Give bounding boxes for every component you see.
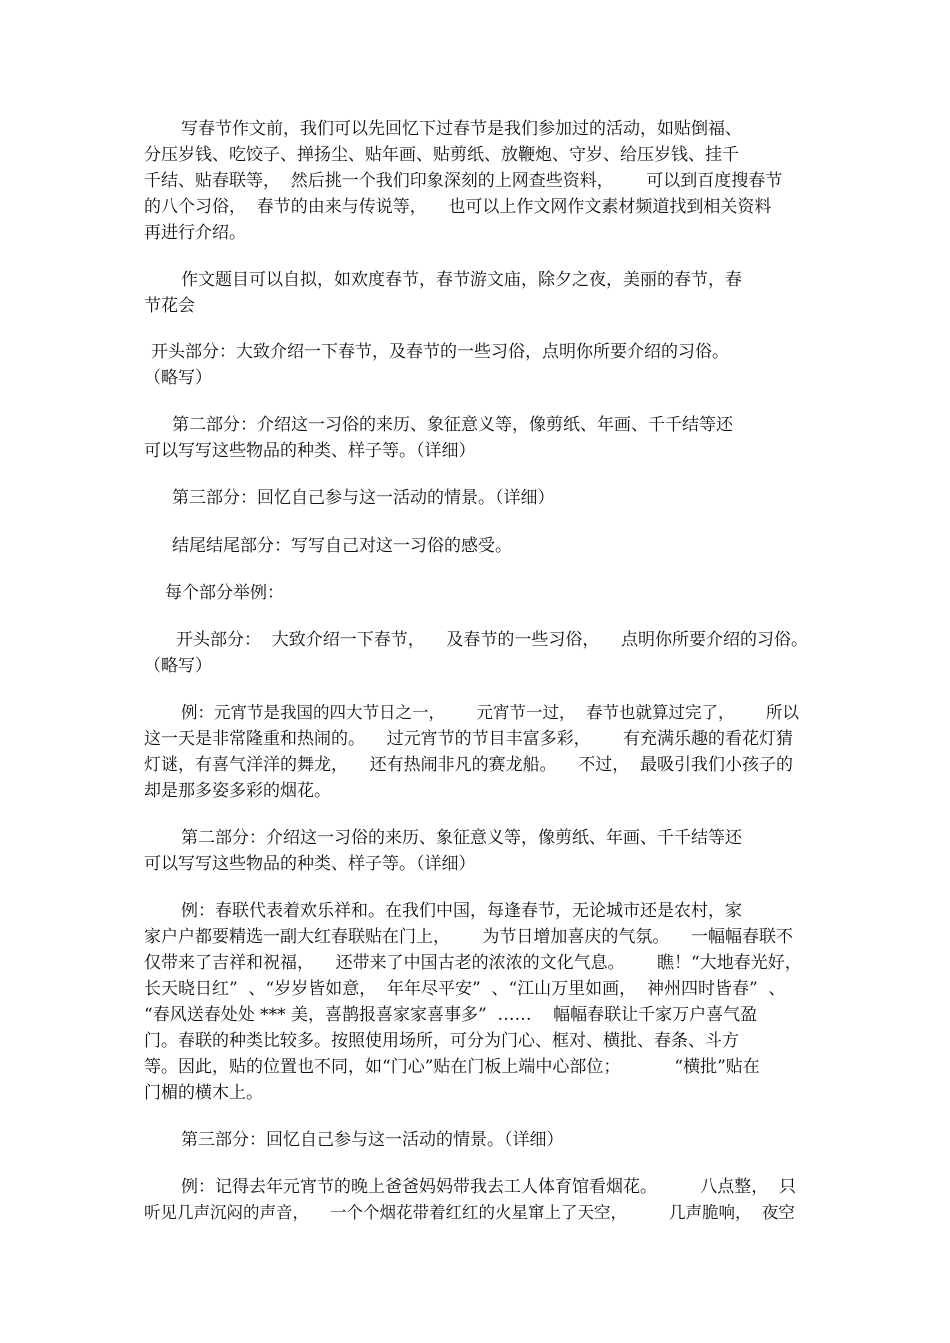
text-line: 家户户都要精选一副大红春联贴在门上， 为节日增加喜庆的气氛。 一幅幅春联不 — [144, 927, 794, 947]
text-line: 千结、贴春联等， 然后挑一个我们印象深刻的上网查些资料， 可以到百度搜春节 — [144, 171, 783, 191]
text-line: （略写） — [144, 368, 212, 388]
text-line: 可以写写这些物品的种类、样子等。（详细） — [144, 441, 476, 461]
text-line: 长天晓日红” 、“岁岁皆如意， 年年尽平安” 、“江山万里如画， 神州四时皆春” 、 — [144, 979, 786, 999]
text-line: 再进行介绍。 — [144, 223, 246, 243]
text-line: 门楣的横木上。 — [144, 1083, 263, 1103]
text-line: 每个部分举例： — [165, 583, 284, 603]
text-line: 例：记得去年元宵节的晚上爸爸妈妈带我去工人体育馆看烟花。 八点整， 只 — [181, 1177, 797, 1197]
text-line: 结尾结尾部分：写写自己对这一习俗的感受。 — [172, 536, 512, 556]
text-line: 例：元宵节是我国的四大节日之一， 元宵节一过， 春节也就算过完了， 所以 — [181, 703, 799, 722]
text-line: 开头部分：大致介绍一下春节，及春节的一些习俗，点明你所要介绍的习俗。 — [151, 342, 729, 362]
text-line: 门。春联的种类比较多。按照使用场所，可分为门心、框对、横批、春条、斗方 — [144, 1031, 739, 1051]
text-line: 第三部分：回忆自己参与这一活动的情景。（详细） — [172, 488, 555, 508]
text-line: 可以写写这些物品的种类、样子等。（详细） — [144, 854, 476, 874]
text-line: 第三部分：回忆自己参与这一活动的情景。（详细） — [181, 1130, 564, 1150]
text-line: 例：春联代表着欢乐祥和。在我们中国，每逢春节，无论城市还是农村，家 — [181, 901, 742, 921]
text-line: 第二部分：介绍这一习俗的来历、象征意义等，像剪纸、年画、千千结等还 — [181, 828, 742, 848]
text-line: 却是那多姿多彩的烟花。 — [144, 781, 331, 801]
text-line: 分压岁钱、吃饺子、掸扬尘、贴年画、贴剪纸、放鞭炮、守岁、给压岁钱、挂千 — [144, 145, 739, 165]
text-line: 这一天是非常隆重和热闹的。 过元宵节的节目丰富多彩， 有充满乐趣的看花灯猜 — [144, 729, 794, 749]
text-line: （略写） — [144, 656, 212, 676]
text-line: 节花会 — [144, 296, 195, 316]
text-line: “春风送春处处 *** 美，喜鹊报喜家家喜事多” …… 幅幅春联让千家万户喜气盈 — [144, 1005, 758, 1025]
text-line: 等。因此，贴的位置也不同，如“门心”贴在门板上端中心部位； “横批”贴在 — [144, 1057, 760, 1077]
text-line: 开头部分： 大致介绍一下春节， 及春节的一些习俗， 点明你所要介绍的习俗。 — [176, 630, 809, 650]
text-line: 仅带来了吉祥和祝福， 还带来了中国古老的浓浓的文化气息。 瞧！“大地春光好， — [144, 953, 802, 973]
text-line: 的八个习俗， 春节的由来与传说等， 也可以上作文网作文素材频道找到相关资料 — [144, 197, 772, 217]
text-line: 写春节作文前，我们可以先回忆下过春节是我们参加过的活动，如贴倒福、 — [181, 119, 742, 139]
text-line: 作文题目可以自拟，如欢度春节，春节游文庙，除夕之夜，美丽的春节，春 — [181, 270, 742, 290]
text-line: 第二部分：介绍这一习俗的来历、象征意义等，像剪纸、年画、千千结等还 — [172, 415, 733, 435]
text-line: 灯谜，有喜气洋洋的舞龙， 还有热闹非凡的赛龙船。 不过， 最吸引我们小孩子的 — [144, 755, 794, 775]
text-line: 听见几声沉闷的声音， 一个个烟花带着红红的火星窜上了天空， 几声脆响， 夜空 — [144, 1203, 795, 1222]
